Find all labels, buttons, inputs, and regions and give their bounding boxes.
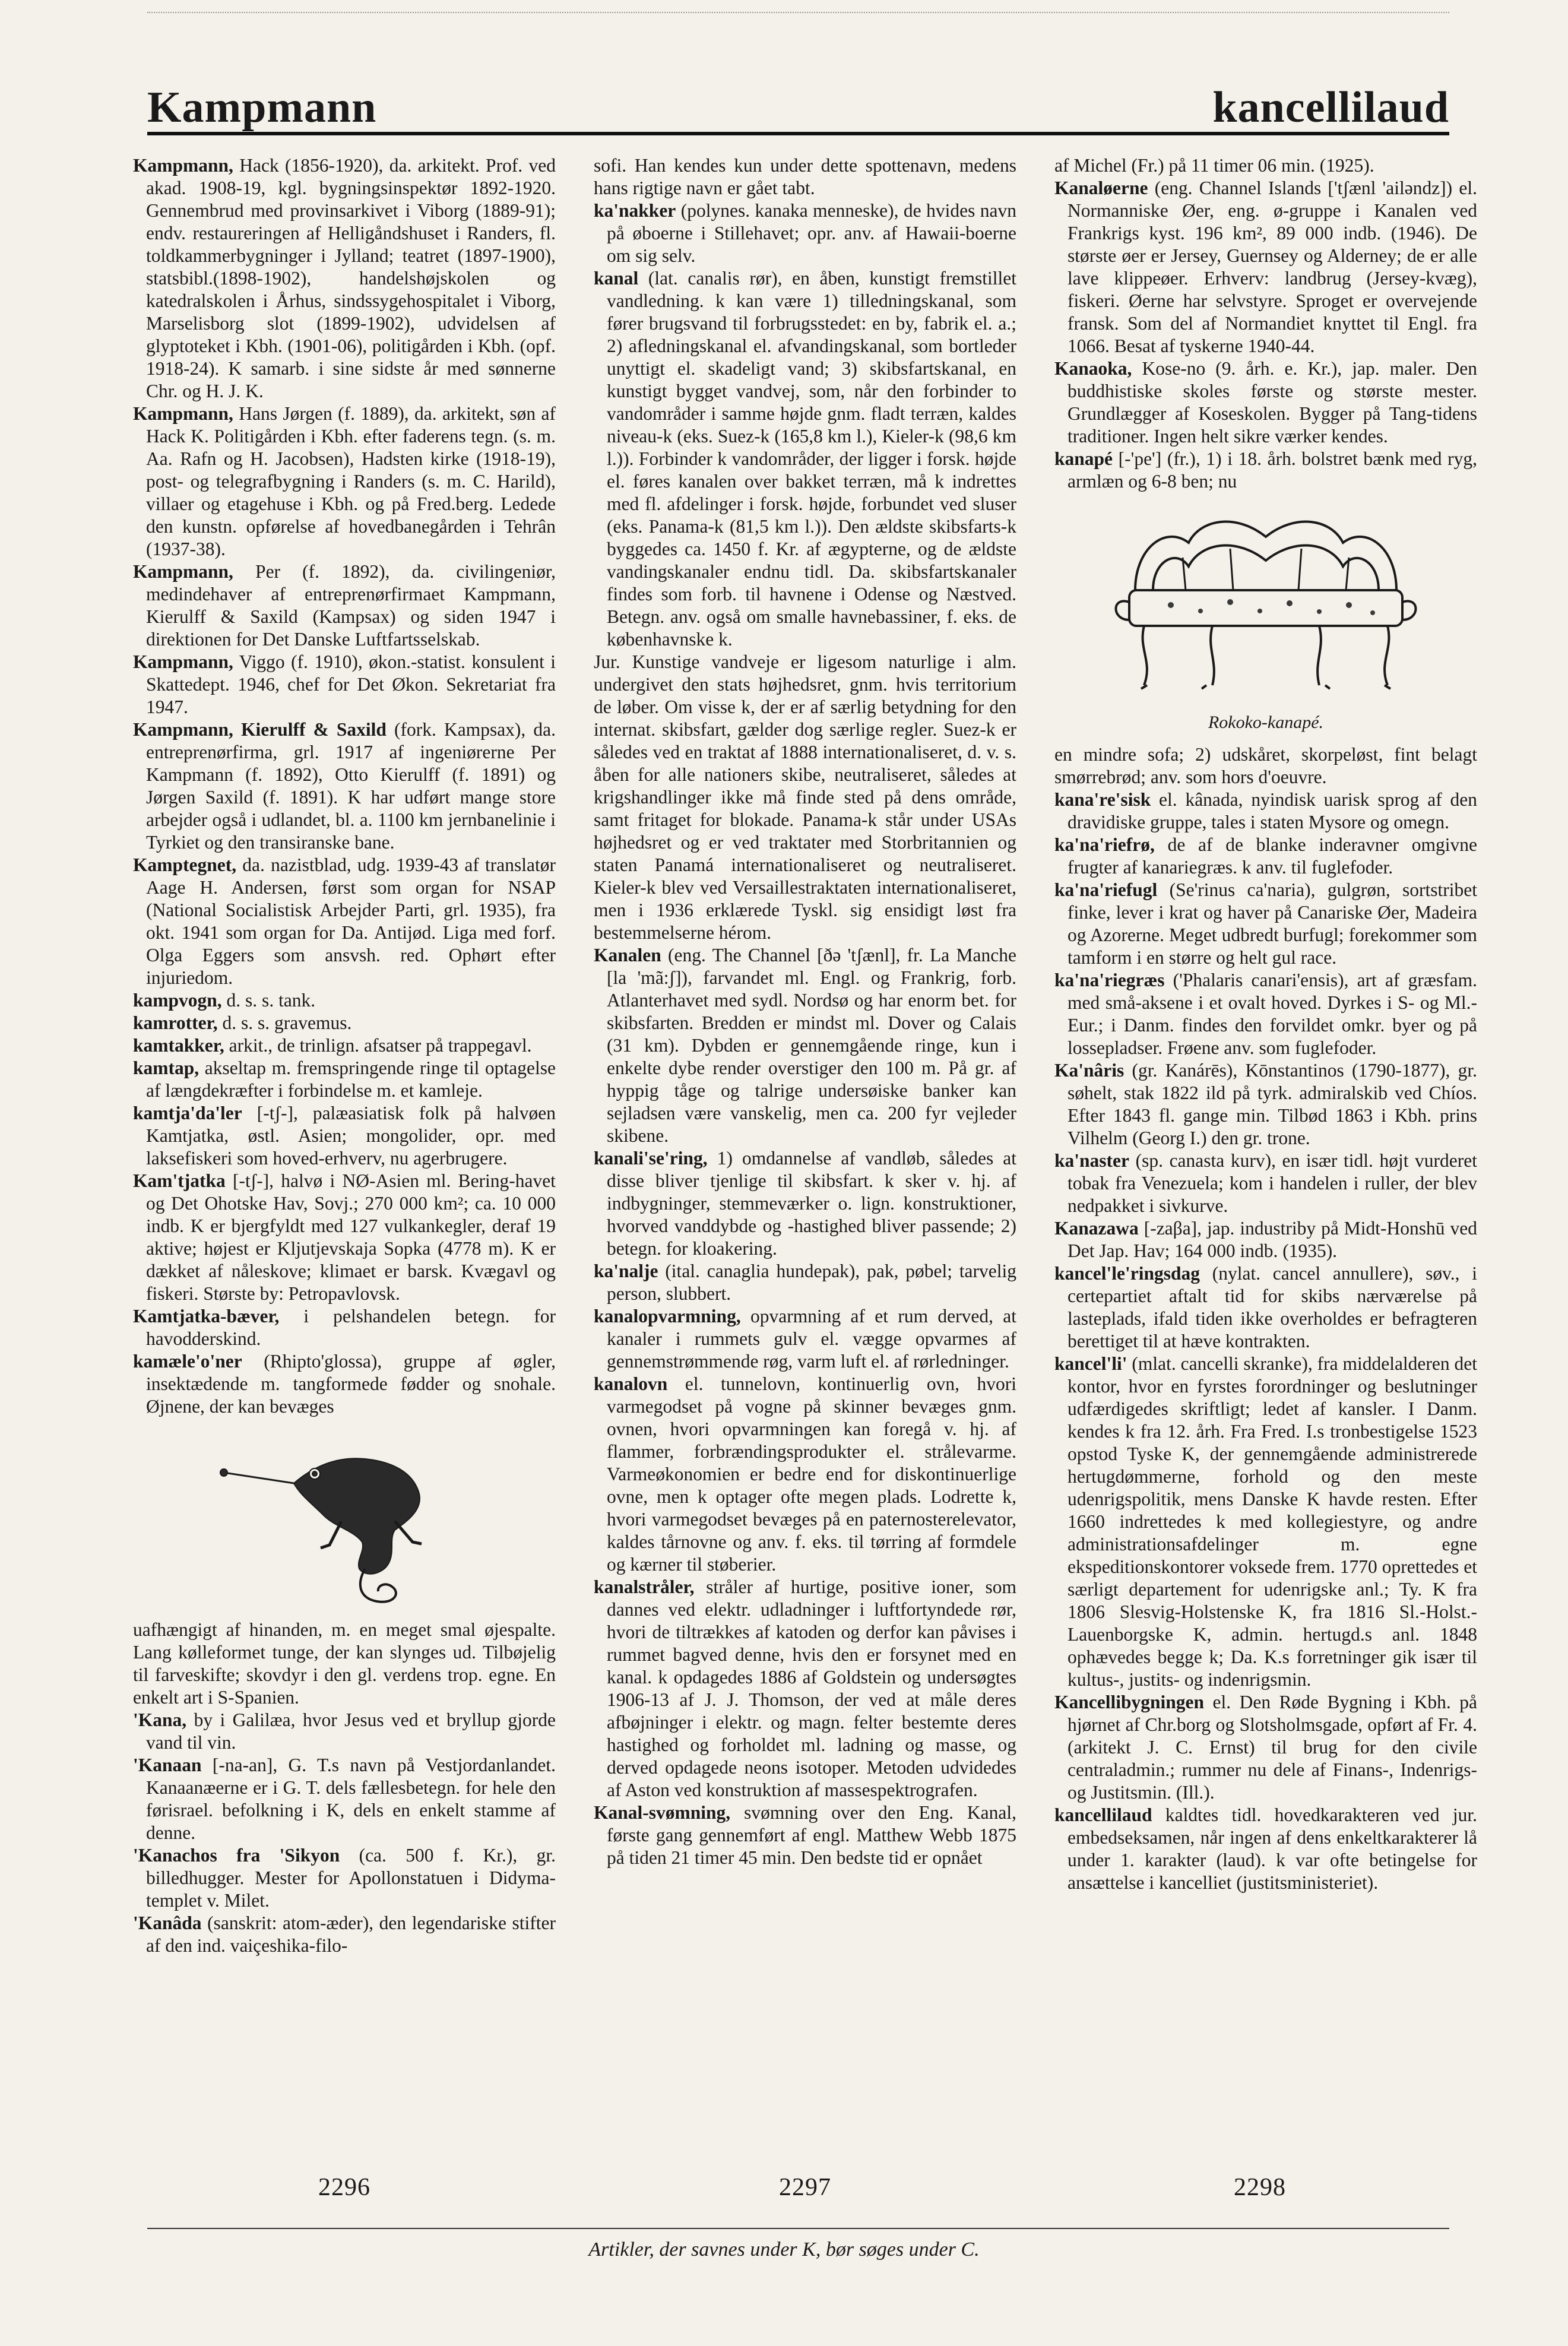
dictionary-entry [133, 1012, 556, 1034]
chameleon-illustration [217, 1426, 472, 1610]
rococo-sofa-illustration [1111, 501, 1420, 703]
entry-headword: ka'na'riefrø, [1054, 834, 1155, 855]
column-3-entries-top [1054, 154, 1477, 493]
entry-headword: kanali'se'ring, [594, 1148, 708, 1169]
dictionary-entry [1054, 154, 1477, 177]
dictionary-entry [133, 854, 556, 989]
dictionary-entry [594, 1373, 1016, 1576]
entry-headword: 'Kanachos fra 'Sikyon [133, 1845, 340, 1866]
entry-text: Kose-no (9. årh. e. Kr.), jap. maler. Den buddhistiske skoles første og største mester. Grundlægger af Koseskolen. Bygger på Tang-tidens traditioner. Ingen helt sikre værker kendes. [1067, 358, 1477, 447]
entry-headword: kamæle'o'ner [133, 1351, 242, 1372]
footer-rule [147, 2228, 1449, 2229]
page-number-middle: 2297 [779, 2174, 831, 2201]
dictionary-entry [133, 1034, 556, 1057]
entry-headword: 'Kanaan [133, 1755, 202, 1775]
entry-headword: 'Kanâda [133, 1913, 202, 1933]
entry-text: opvarmning af et rum derved, at kanaler i rummets gulv el. vægge opvarmes af gennemstrømmende røg, varm luft el. af rørledninger. [607, 1306, 1016, 1372]
entry-text: (polynes. kanaka menneske), de hvides navn på øboerne i Stillehavet; opr. anv. af Hawaii-boerne om sig selv. [607, 200, 1016, 266]
entry-text: (mlat. cancelli skranke), fra middelalderen det kontor, hvor en fyrstes forordninger og beslutninger udfærdigedes skriftligt; ledet af kansler. I Danm. kendes k fra 12. årh. Fra Fred. I.s tronbestigelse 1523 opstod Tyske K, der gennemgående administrerede hertugdømmerne, forhold og den meste udenrigspolitik, mens Danske K havde resten. Efter 1660 indrettedes k med kollegiestyre, og andre administrationsafdelinger m. egne ekspeditionskontorer voksede frem. 1770 oprettedes et særligt departement for udenrigske anl.; Ty. K fra 1806 Slesvig-Holstenske K, fra 1816 Sl.-Holst.-Lauenborgske K, admin. hertugd.s anl. 1848 ophævedes begge k; Da. K.s forretninger gik især til kultus-, justits- og indenrigsmin. [1067, 1353, 1477, 1690]
entry-text: by i Galilæa, hvor Jesus ved et bryllup gjorde vand til vin. [146, 1709, 556, 1753]
dictionary-entry [594, 1305, 1016, 1373]
dictionary-entry [1054, 357, 1477, 448]
page-number-right: 2298 [1234, 2174, 1286, 2201]
entry-text: akseltap m. fremspringende ringe til optagelse af længdekræfter i forbindelse m. et kamleje. [146, 1058, 556, 1101]
entry-headword: kancellilaud [1054, 1804, 1152, 1825]
footer-note: Artikler, der savnes under K, bør søges under C. [588, 2239, 980, 2260]
dictionary-entry [133, 1619, 556, 1709]
entry-headword: kanapé [1054, 448, 1113, 469]
entry-text: (eng. Channel Islands ['tʃænl 'ailəndz]) el. Normanniske Øer, eng. ø-gruppe i Kanalen ved Frankrigs kyst. 196 km², 89 000 indb. (1946). De største øer er Jersey, Guernsey og Alderney; de er alle lave klippeøer. Erhverv: landbrug (Jersey-kvæg), fiskeri. Øerne har selvstyre. Sproget er overvejende fransk. Som del af Normandiet knyttet til Engl. fra 1066. Besat af tyskerne 1940-44. [1067, 178, 1477, 356]
dictionary-entry [1054, 1059, 1477, 1150]
entry-text: Viggo (f. 1910), økon.-statist. konsulent i Skattedept. 1946, chef for Det Økon. Sekretariat fra 1947. [146, 651, 556, 717]
header-rule [147, 132, 1449, 135]
entry-headword: Ka'nâris [1054, 1060, 1124, 1081]
dictionary-entry [133, 1057, 556, 1102]
entry-headword: Kanal-svømning, [594, 1802, 731, 1823]
entry-text: da. nazistblad, udg. 1939-43 af translatør Aage H. Andersen, først som organ for NSAP (National Socialistisk Arbejder Parti, grl. 1935), fra okt. 1941 som organ for Da. Antijød. Liga med forf. Olga Eggers som ansvsh. red. Ophørt efter injuriedom. [146, 854, 556, 988]
dictionary-entry [1054, 879, 1477, 969]
dictionary-entry [594, 1260, 1016, 1305]
entry-headword: Kampmann, [133, 155, 233, 176]
entry-text: Jur. Kunstige vandveje er ligesom naturlige i alm. undergivet den stats højhedsret, gnm. hvis territorium de løber. Om visse k, der er af særlig betydning for den internat. skibsfart, gælder dog særlige regler. Suez-k er således ved en traktat af 1888 internationaliseret, d. v. s. åben for alle nationers skibe, neutraliseret, således at krigshandlinger ikke må finde sted på dens område, samt fritaget for blokade. Panama-k står under USAs højhedsret og er ved traktater med Storbritannien og staten Panamá internationaliseret og neutraliseret. Kieler-k blev ved Versaillestraktaten internationaliseret, men i 1936 erklærede Tyskl. sig ensidigt løst fra bestemmelserne hérom. [594, 651, 1016, 943]
entry-text: el. Den Røde Bygning i Kbh. på hjørnet af Chr.borg og Slotsholmsgade, opført af Fr. 4. (arkitekt J. C. Ernst) til brug for den civile centraladmin.; rummer nu dele af Finans-, Indenrigs- og Justitsmin. (Ill.). [1067, 1692, 1477, 1803]
entry-text: af Michel (Fr.) på 11 timer 06 min. (1925). [1054, 155, 1374, 176]
dictionary-entry [133, 1350, 556, 1418]
entry-text: [-na-an], G. T.s navn på Vestjordanlandet. Kanaanæerne er i G. T. dels fællesbetegn. for hele den førisrael. befolkning i K, dels en enkelt stamme af denne. [146, 1755, 556, 1843]
dictionary-entry [594, 154, 1016, 200]
entry-headword: kancel'le'ringsdag [1054, 1263, 1200, 1284]
dictionary-entry [133, 1912, 556, 1957]
entry-headword: ka'nalje [594, 1261, 658, 1281]
entry-text: (eng. The Channel [ðə 'tʃænl], fr. La Manche [la 'mã:ʃ]), farvandet ml. Engl. og Frankrig, forb. Atlanterhavet med sydl. Nordsø og har enorm bet. for skibsfarten. Bredden er mindst ml. Dover og Calais (31 km). Dybden er gennemgående ringe, kun i enkelte dybe render overstiger den 100 m. På gr. af hyppig tåge og talrige undersøiske banker kan sejladsen være vanskelig, men ca. 200 fyr vejleder skibene. [607, 945, 1016, 1146]
entry-headword: kancel'li' [1054, 1353, 1127, 1374]
dictionary-entry [133, 718, 556, 854]
dictionary-entry [133, 1102, 556, 1170]
dictionary-entry [1054, 1150, 1477, 1217]
entry-headword: kampvogn, [133, 990, 222, 1011]
entry-text: Hans Jørgen (f. 1889), da. arkitekt, søn af Hack K. Politigården i Kbh. efter faderens tegn. (s. m. Aa. Rafn og H. Jacobsen), Hadsten kirke (1918-19), post- og telegrafbygning i Randers (s. m. C. Harild), villaer og etagehuse i Kbh. og på Fred.berg. Ledede den kunstn. opførelse af hovedbanegården i Tehrân (1937-38). [146, 403, 556, 559]
entry-headword: Kancellibygningen [1054, 1692, 1205, 1712]
column-1 [133, 154, 556, 2138]
page-number-left: 2296 [318, 2174, 370, 2201]
entry-text: de af de blanke inderavner omgivne frugter af kanariegræs. k anv. til fuglefoder. [1067, 834, 1477, 878]
dictionary-entry [133, 154, 556, 403]
entry-text: svømning over den Eng. Kanal, første gang gennemført af engl. Matthew Webb 1875 på tiden 21 timer 45 min. Den bedste tid er opnået [607, 1802, 1016, 1868]
column-1-entries-top [133, 154, 556, 1418]
entry-headword: ka'nakker [594, 200, 676, 221]
column-1-entries-bottom [133, 1619, 556, 1957]
entry-text: [-tʃ-], palæasiatisk folk på halvøen Kamtjatka, østl. Asien; mongolider, opr. med laksefiskeri som hoved-erhverv, nu agerbrugere. [146, 1103, 556, 1169]
entry-text: uafhængigt af hinanden, m. en meget smal øjespalte. Lang kølleformet tunge, der kan slynges ud. Tilbøjelig til farveskifte; skovdyr i den gl. verdens trop. egne. En enkelt art i S-Spanien. [133, 1619, 556, 1708]
dictionary-entry [594, 651, 1016, 944]
entry-text: stråler af hurtige, positive ioner, som dannes ved elektr. udladninger i luftfortyndede rør, hvori de tiltrækkes af katoden og derfor kan påvises i rummet bagved denne, hvis den er forsynet med en kanal. k opdagedes 1886 af Goldstein og undersøgtes 1906-13 af J. J. Thomson, der ved at måle deres afbøjninger i elektr. og magn. felter bestemte deres hastighed og forholdet ml. ladning og masse, og derved opdagede neons isotoper. Metoden udvidedes af Aston ved konstruktion af massespektrografen. [607, 1576, 1016, 1800]
dictionary-entry [594, 200, 1016, 267]
entry-text: el. kânada, nyindisk uarisk sprog af den dravidiske gruppe, tales i staten Mysore og omegn. [1067, 789, 1477, 832]
entry-text: (nylat. cancel annullere), søv., i certepartiet aftalt tid for skibs nærværelse på lasteplads, ifald tiden ikke overholdes er befragteren berettiget til at hæve kontrakten. [1067, 1263, 1477, 1351]
dictionary-entry [594, 267, 1016, 651]
entry-headword: kamtja'da'ler [133, 1103, 242, 1123]
dictionary-entry [133, 1709, 556, 1754]
dictionary-entry [1054, 969, 1477, 1059]
dictionary-entry [1054, 448, 1477, 493]
entry-headword: Kamptegnet, [133, 854, 237, 875]
entry-headword: Kampmann, [133, 651, 233, 672]
dictionary-entry [1054, 177, 1477, 357]
entry-headword: Kanaløerne [1054, 178, 1148, 198]
entry-headword: Kampmann, Kierulff & Saxild [133, 719, 387, 740]
entry-text: d. s. s. gravemus. [217, 1012, 352, 1033]
dictionary-entry [133, 989, 556, 1012]
entry-text: 1) omdannelse af vandløb, således at disse bliver tjenlige til skibsfart. k sker v. hj. af indbygninger, stemmeværker o. lign. konstruktioner, hvorved vanddybde og -hastighed bliver passende; 2) betegn. for kloakering. [607, 1148, 1016, 1259]
entry-text: en mindre sofa; 2) udskåret, skorpeløst, fint belagt smørrebrød; anv. som hors d'oeuvre. [1054, 744, 1477, 787]
top-dotted-rule [147, 12, 1449, 13]
header-left-word: Kampmann [147, 83, 377, 132]
dictionary-entry [133, 561, 556, 651]
entry-headword: Kamtjatka-bæver, [133, 1306, 280, 1326]
entry-text: (sanskrit: atom-æder), den legendariske stifter af den ind. vaiçeshika-filo- [146, 1913, 556, 1956]
entry-headword: ka'naster [1054, 1150, 1129, 1171]
entry-headword: kamrotter, [133, 1012, 218, 1033]
dictionary-entry [133, 1754, 556, 1844]
column-2 [594, 154, 1016, 2138]
entry-text: (Rhipto'glossa), gruppe af øgler, insektædende m. tangformede fødder og snohale. Øjnene, der kan bevæges [146, 1351, 556, 1417]
entry-text: el. tunnelovn, kontinuerlig ovn, hvori varmegodset på vogne på skinner bevæges gnm. ovnen, hvori opvarmningen kan foregå v. hj. af flammer, forbrændingsprodukter el. strålevarme. Varmeøkonomien er bedre end for diskontinuerlige ovne, men k optager ofte megen plads. Lodrette k, hvori varmegodset bevæges på en paternosterelevator, kaldes tårnovne og anv. f. eks. til tørring af formdele og kærner til støberier. [607, 1373, 1016, 1575]
sofa-caption: Rokoko-kanapé. [1208, 713, 1324, 732]
entry-text: [-'pe'] (fr.), 1) i 18. årh. bolstret bænk med ryg, armlæn og 6-8 ben; nu [1067, 448, 1477, 492]
entry-text: Per (f. 1892), da. civilingeniør, medindehaver af entreprenørfirmaet Kampmann, Kierulff & Saxild (Kampsax) og siden 1947 i direktionen for Det Danske Luftfartsselskab. [146, 561, 556, 650]
entry-text: kaldtes tidl. hovedkarakteren ved jur. embedseksamen, når ingen af dens enkeltkarakterer lå under 1. karakter (laud). k var ofte betingelse for ansættelse i kancelliet (justitsministeriet). [1067, 1804, 1477, 1893]
entry-headword: Kam'tjatka [133, 1170, 226, 1191]
dictionary-entry [133, 651, 556, 718]
entry-text: arkit., de trinlign. afsatser på trappegavl. [224, 1035, 532, 1056]
dictionary-entry [594, 1576, 1016, 1802]
dictionary-entry [1054, 743, 1477, 789]
entry-text: Hack (1856-1920), da. arkitekt. Prof. ved akad. 1908-19, kgl. bygningsinspektør 1892-1920. Gennembrud med provinsarkivet i Viborg (1889-91); endv. restaureringen af Helligåndshuset i Randers, fl. toldkammerbygninger i Jylland; teatret (1897-1900), statsbibl.(1898-1902), handelshøjskolen og katedralskolen i Århus, sindssygehospitalet i Viborg, Marselisborg slot (1899-1902), udvidelsen af glyptoteket i Kbh. (1901-06), politigården i Kbh. (opf. 1918-24). K samarb. i sine sidste år med sønnerne Chr. og H. J. K. [146, 155, 556, 401]
dictionary-entry [133, 1844, 556, 1912]
entry-text: [-zaβa], jap. industriby på Midt-Honshū ved Det Jap. Hav; 164 000 indb. (1935). [1067, 1218, 1477, 1261]
running-header [147, 70, 1449, 132]
dictionary-entry [1054, 1804, 1477, 1894]
entry-headword: kana're'sisk [1054, 789, 1151, 810]
entry-headword: kanalopvarmning, [594, 1306, 741, 1326]
entry-text: i pelshandelen betegn. for havodderskind. [146, 1306, 556, 1349]
entry-text: d. s. s. tank. [221, 990, 316, 1011]
entry-headword: Kampmann, [133, 403, 233, 424]
entry-headword: Kanaoka, [1054, 358, 1132, 379]
entry-headword: kanalovn [594, 1373, 668, 1394]
entry-headword: Kanazawa [1054, 1218, 1139, 1239]
entry-text: (ca. 500 f. Kr.), gr. billedhugger. Mester for Apollonstatuen i Didyma-templet v. Milet. [146, 1845, 556, 1911]
entry-text: (sp. canasta kurv), en især tidl. højt vurderet tobak fra Venezuela; kom i handelen i ruller, der blev nedpakket i sivkurve. [1067, 1150, 1477, 1216]
entry-headword: Kanalen [594, 945, 661, 965]
dictionary-entry [1054, 1691, 1477, 1804]
dictionary-entry [1054, 1217, 1477, 1262]
header-right-word: kancellilaud [1212, 83, 1449, 132]
dictionary-entry [594, 1802, 1016, 1869]
dictionary-entry [133, 1170, 556, 1305]
entry-text: (Se'rinus ca'naria), gulgrøn, sortstribet finke, lever i krat og haver på Canariske Øer, Madeira og Azorerne. Meget udbredt burfugl; forekommer som tamform i en større og helt gul race. [1067, 879, 1477, 968]
entry-text: (fork. Kampsax), da. entreprenørfirma, grl. 1917 af ingeniørerne Per Kampmann (f. 1892), Otto Kierulff (f. 1891) og Jørgen Saxild (f. 1891). K har udført mange store arbejder også i udlandet, bl. a. 1100 km jernbanelinie i Tyrkiet og den transiranske bane. [146, 719, 556, 853]
dictionary-entry [133, 403, 556, 561]
entry-headword: kamtakker, [133, 1035, 224, 1056]
entry-headword: kanal [594, 268, 639, 289]
entry-text: sofi. Han kendes kun under dette spottenavn, medens hans rigtige navn er gået tabt. [594, 155, 1016, 198]
dictionary-entry [1054, 789, 1477, 834]
dictionary-entry [594, 944, 1016, 1147]
entry-headword: 'Kana, [133, 1709, 187, 1730]
entry-text: (lat. canalis rør), en åben, kunstigt fremstillet vandledning. k kan være 1) tilledningskanal, som fører brugsvand til forbrugsstedet: en by, fabrik el. a.; 2) afledningskanal el. afvandingskanal, som bortleder unyttigt el. skadeligt vand; 3) skibsfartskanal, en kunstigt bygget vandvej, som, når den forbinder to vandområder i samme højde gnm. fladt terræn, kaldes niveau-k (eks. Suez-k (165,8 km l.), Kieler-k (98,6 km l.)). Forbinder k vandområder, der ligger i forsk. højde el. føres kanalen over bakket terræn, må k indrettes med fl. afdelinger i forsk. højde, forbundet ved sluser (eks. Panama-k (81,5 km l.)). Den ældste skibsfarts-k byggedes ca. 1450 f. Kr. af ægypterne, og de ældste vandingskanaler endnu tidl. Da. skibsfartskanaler findes som forb. til havnene i Odense og Næstved. Betegn. anv. også om smalle havnebassiner, f. eks. de københavnske k. [607, 268, 1016, 650]
column-2-entries [594, 154, 1016, 1869]
entry-headword: ka'na'riegræs [1054, 970, 1165, 990]
dictionary-entry [133, 1305, 556, 1350]
entry-text: ('Phalaris canari'ensis), art af græsfam. med små-aksene i et ovalt hoved. Dyrkes i S- og Ml.-Eur.; i Danm. findes den forvildet omkr. byer og på lossepladser. Frøene anv. som fuglefoder. [1067, 970, 1477, 1058]
entry-headword: ka'na'riefugl [1054, 879, 1158, 900]
entry-headword: kanalstråler, [594, 1576, 695, 1597]
dictionary-entry [1054, 1262, 1477, 1353]
entry-headword: kamtap, [133, 1058, 199, 1078]
entry-text: (ital. canaglia hundepak), pak, pøbel; tarvelig person, slubbert. [607, 1261, 1016, 1304]
dictionary-entry [1054, 1353, 1477, 1691]
dictionary-entry [1054, 834, 1477, 879]
column-3-entries-bottom [1054, 743, 1477, 1894]
entry-text: (gr. Kanárēs), Kōnstantinos (1790-1877), gr. søhelt, stak 1822 ild på tyrk. admiralskib ved Chíos. Efter 1843 fl. gange min. Tilbød 1863 i Kbh. prins Vilhelm (Georg I.) den gr. trone. [1067, 1060, 1477, 1148]
column-3 [1054, 154, 1477, 2138]
dictionary-entry [594, 1147, 1016, 1260]
entry-text: [-tʃ-], halvø i NØ-Asien ml. Bering-havet og Det Ohotske Hav, Sovj.; 270 000 km²; ca. 10 000 indb. K er bjergfyldt med 127 vulkankegler, deraf 19 aktive; højest er Kljutjevskaja Sopka (4778 m). K er dækket af nåleskove; klimaet er barsk. Kvægavl og fiskeri. Største by: Petropavlovsk. [146, 1170, 556, 1304]
entry-headword: Kampmann, [133, 561, 233, 582]
